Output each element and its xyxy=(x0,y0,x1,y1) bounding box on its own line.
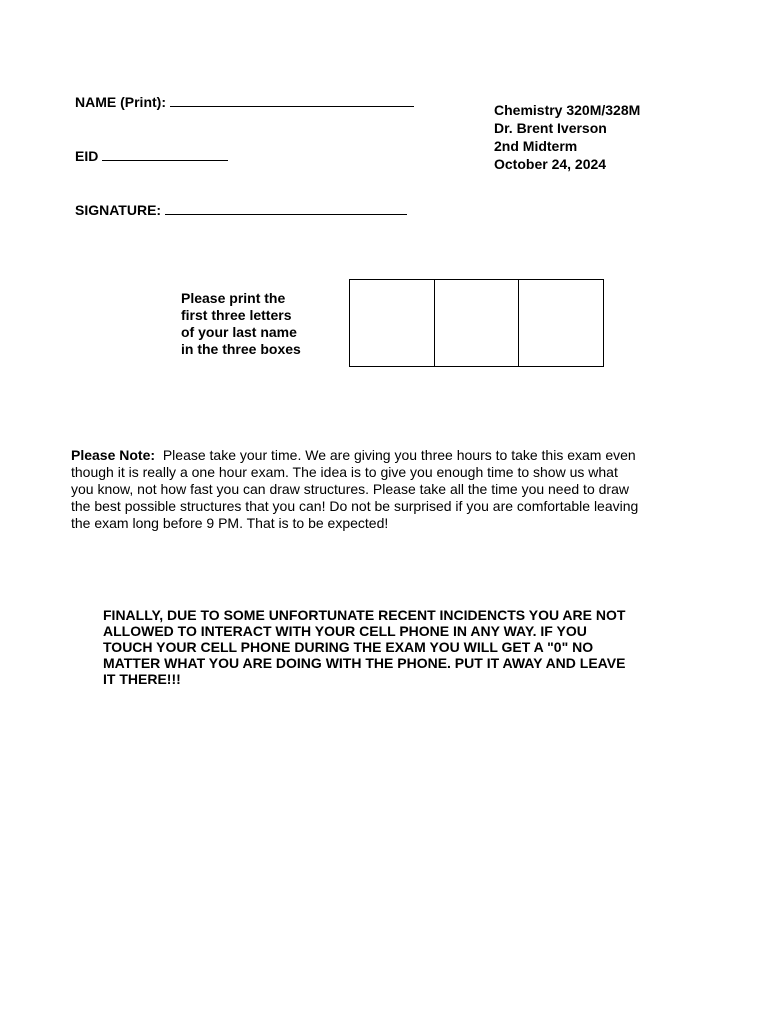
warning-line: TOUCH YOUR CELL PHONE DURING THE EXAM YOU WILL GET A "0" NO xyxy=(103,639,594,655)
please-note-paragraph xyxy=(71,447,696,532)
instruction-line: Please print the xyxy=(181,290,286,306)
signature-label: SIGNATURE: xyxy=(75,202,162,218)
note-line xyxy=(71,447,696,464)
instruction-line: first three letters xyxy=(181,307,292,323)
note-line: the exam long before 9 PM. That is to be expected! xyxy=(71,515,389,531)
eid-field xyxy=(75,148,228,165)
signature-blank-line[interactable] xyxy=(165,202,407,215)
name-blank-line[interactable] xyxy=(170,94,414,107)
warning-line: IT THERE!!! xyxy=(103,671,181,687)
signature-field xyxy=(75,202,407,219)
exam-name: 2nd Midterm xyxy=(494,138,578,154)
last-name-letter-boxes xyxy=(349,279,604,367)
cell-phone-warning xyxy=(103,607,683,687)
name-field xyxy=(75,94,414,111)
instructor-name: Dr. Brent Iverson xyxy=(494,120,607,136)
instruction-line: in the three boxes xyxy=(181,341,301,357)
name-label: NAME (Print): xyxy=(75,94,166,110)
letter-box-1[interactable] xyxy=(350,280,435,366)
eid-blank-line[interactable] xyxy=(102,148,228,161)
note-line: though it is really a one hour exam. The idea is to give you enough time to show us what xyxy=(71,464,618,480)
note-text: Please take your time. We are giving you three hours to take this exam even xyxy=(162,447,636,463)
letter-box-2[interactable] xyxy=(435,280,520,366)
warning-line: MATTER WHAT YOU ARE DOING WITH THE PHONE. PUT IT AWAY AND LEAVE xyxy=(103,655,626,671)
note-label: Please Note: xyxy=(71,447,156,463)
note-line: you know, not how fast you can draw structures. Please take all the time you need to draw xyxy=(71,481,629,497)
note-line: the best possible structures that you can! Do not be surprised if you are comfortable leaving xyxy=(71,498,639,514)
eid-label: EID xyxy=(75,148,99,164)
warning-line: FINALLY, DUE TO SOME UNFORTUNATE RECENT INCIDENCTS YOU ARE NOT xyxy=(103,607,626,623)
letter-box-3[interactable] xyxy=(519,280,603,366)
course-info xyxy=(494,101,640,173)
warning-line: ALLOWED TO INTERACT WITH YOUR CELL PHONE IN ANY WAY. IF YOU xyxy=(103,623,587,639)
course-title: Chemistry 320M/328M xyxy=(494,102,641,118)
exam-date: October 24, 2024 xyxy=(494,156,607,172)
instruction-line: of your last name xyxy=(181,324,297,340)
letter-box-instructions xyxy=(181,290,301,358)
